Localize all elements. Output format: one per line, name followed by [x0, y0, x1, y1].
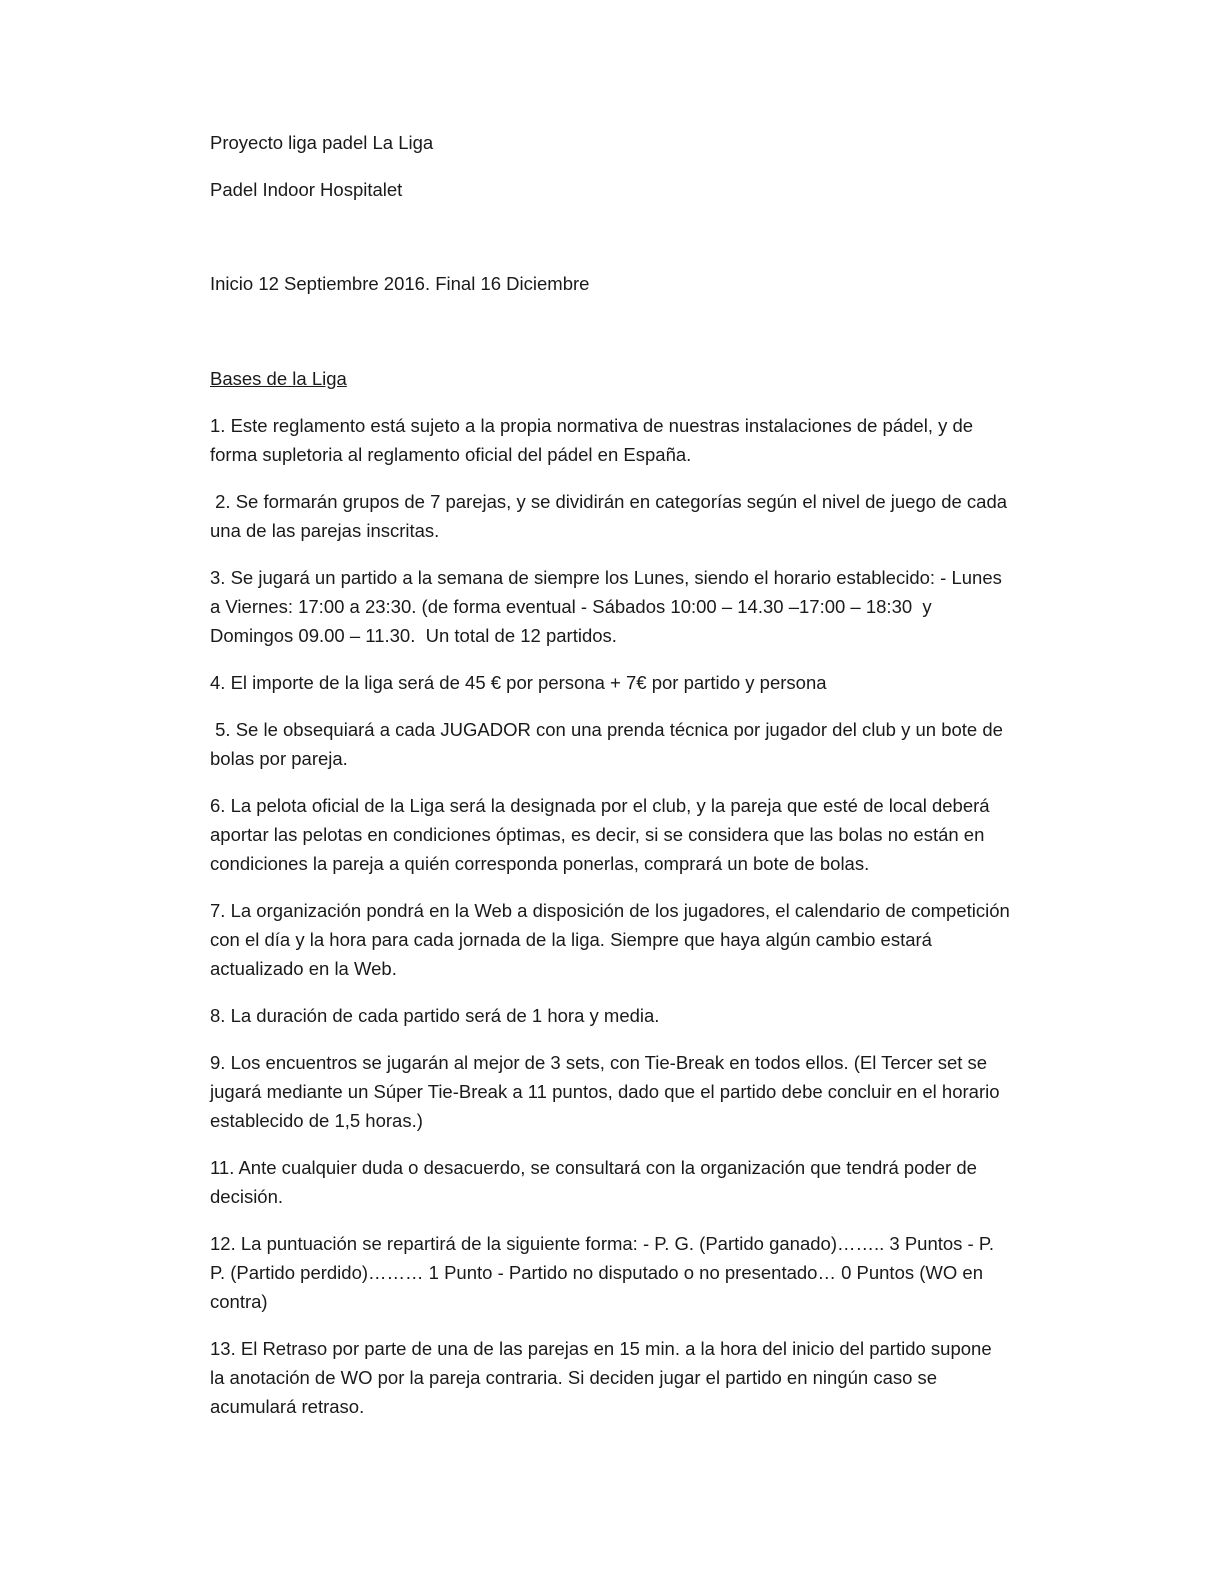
- league-dates: Inicio 12 Septiembre 2016. Final 16 Diciembre: [210, 273, 590, 294]
- rule-3: 3. Se jugará un partido a la semana de siempre los Lunes, siendo el horario establecido: - Lunes a Viernes: 17:00 a 23:30. (de forma eventual - Sábados 10:00 – 14.30 –17:00 – 18:30 y Domingos 09.00 – 11.30. Un total de 12 partidos.: [210, 567, 1008, 646]
- rule-8: 8. La duración de cada partido será de 1 hora y media.: [210, 1005, 660, 1026]
- rule-12: 12. La puntuación se repartirá de la siguiente forma: - P. G. (Partido ganado)…….. 3 Puntos - P. P. (Partido perdido)……… 1 Punto - Partido no disputado o no presentado… 0 Puntos (WO en contra): [210, 1233, 1000, 1312]
- rule-1: 1. Este reglamento está sujeto a la propia normativa de nuestras instalaciones de pádel, y de forma supletoria al reglamento oficial del pádel en España.: [210, 415, 979, 465]
- document-title: Proyecto liga padel La Liga: [210, 132, 434, 153]
- rule-7: 7. La organización pondrá en la Web a disposición de los jugadores, el calendario de competición con el día y la hora para cada jornada de la liga. Siempre que haya algún cambio estará actualizado en la Web.: [210, 900, 1015, 979]
- rule-11: 11. Ante cualquier duda o desacuerdo, se consultará con la organización que tendrá poder de decisión.: [210, 1157, 983, 1207]
- venue-name: Padel Indoor Hospitalet: [210, 179, 403, 200]
- document-page: [210, 128, 1015, 1439]
- rule-6: 6. La pelota oficial de la Liga será la designada por el club, y la pareja que esté de local deberá aportar las pelotas en condiciones óptimas, es decir, si se considera que las bolas no están en condiciones la pareja a quién corresponda ponerlas, comprará un bote de bolas.: [210, 795, 995, 874]
- rule-9: 9. Los encuentros se jugarán al mejor de 3 sets, con Tie-Break en todos ellos. (El Tercer set se jugará mediante un Súper Tie-Break a 11 puntos, dado que el partido debe concluir en el horario establecido de 1,5 horas.): [210, 1052, 1005, 1131]
- section-heading: Bases de la Liga: [210, 368, 347, 389]
- rule-13: 13. El Retraso por parte de una de las parejas en 15 min. a la hora del inicio del partido supone la anotación de WO por la pareja contraria. Si deciden jugar el partido en ningún caso se acumulará retraso.: [210, 1338, 997, 1417]
- rule-2: 2. Se formarán grupos de 7 parejas, y se dividirán en categorías según el nivel de juego de cada una de las parejas inscritas.: [210, 491, 1013, 541]
- rule-4: 4. El importe de la liga será de 45 € por persona + 7€ por partido y persona: [210, 672, 827, 693]
- rule-5: 5. Se le obsequiará a cada JUGADOR con una prenda técnica por jugador del club y un bote de bolas por pareja.: [210, 719, 1009, 769]
